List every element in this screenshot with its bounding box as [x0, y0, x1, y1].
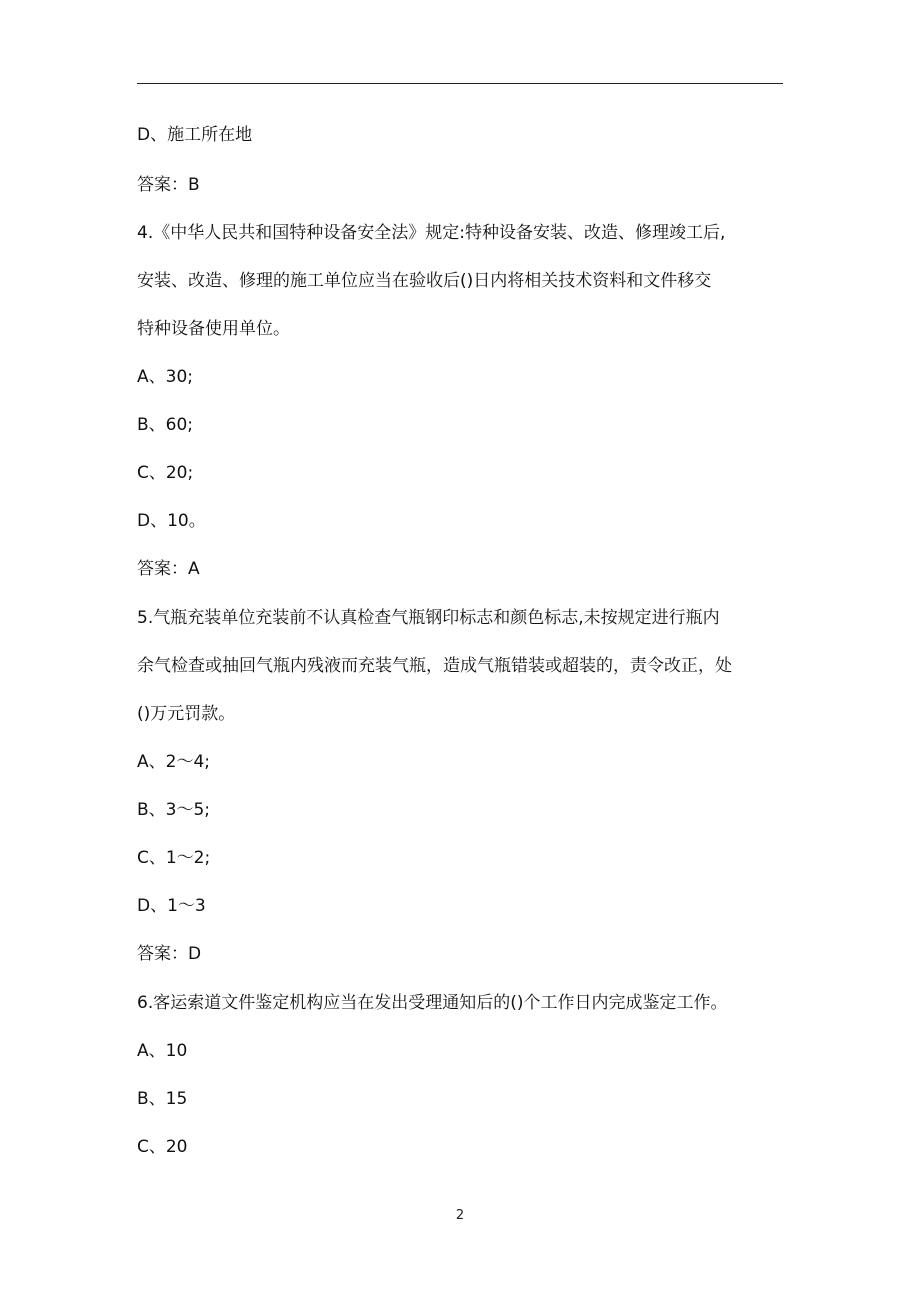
option-c-q5: C、1～2; — [137, 848, 211, 868]
page-number: 2 — [455, 1208, 465, 1223]
option-a-q5: A、2～4; — [137, 752, 210, 772]
answer-q5: 答案：D — [137, 944, 202, 964]
option-b-q5: B、3～5; — [137, 800, 211, 820]
question-6-line-1: 6.客运索道文件鉴定机构应当在发出受理通知后的()个工作日内完成鉴定工作。 — [137, 993, 728, 1013]
option-b-q4: B、60; — [137, 415, 194, 435]
question-5-line-1: 5.气瓶充装单位充装前不认真检查气瓶钢印标志和颜色标志,未按规定进行瓶内 — [137, 608, 720, 628]
option-d-q4: D、10。 — [137, 511, 206, 531]
option-c-q4: C、20; — [137, 463, 194, 483]
option-d-q3: D、施工所在地 — [137, 125, 253, 145]
option-d-q5: D、1～3 — [137, 896, 206, 916]
header-rule — [137, 83, 783, 84]
option-b-q6: B、15 — [137, 1089, 188, 1109]
question-5-line-2: 余气检查或抽回气瓶内残液而充装气瓶，造成气瓶错装或超装的，责令改正，处 — [137, 656, 732, 676]
question-4-line-3: 特种设备使用单位。 — [137, 319, 290, 339]
option-c-q6: C、20 — [137, 1137, 188, 1157]
option-a-q4: A、30; — [137, 367, 193, 387]
answer-q4: 答案：A — [137, 559, 200, 579]
question-4-line-2: 安装、改造、修理的施工单位应当在验收后()日内将相关技术资料和文件移交 — [137, 271, 712, 291]
option-a-q6: A、10 — [137, 1041, 188, 1061]
question-4-line-1: 4.《中华人民共和国特种设备安全法》规定:特种设备安装、改造、修理竣工后, — [137, 223, 726, 243]
answer-q3: 答案：B — [137, 175, 200, 195]
question-5-line-3: ()万元罚款。 — [137, 704, 236, 724]
